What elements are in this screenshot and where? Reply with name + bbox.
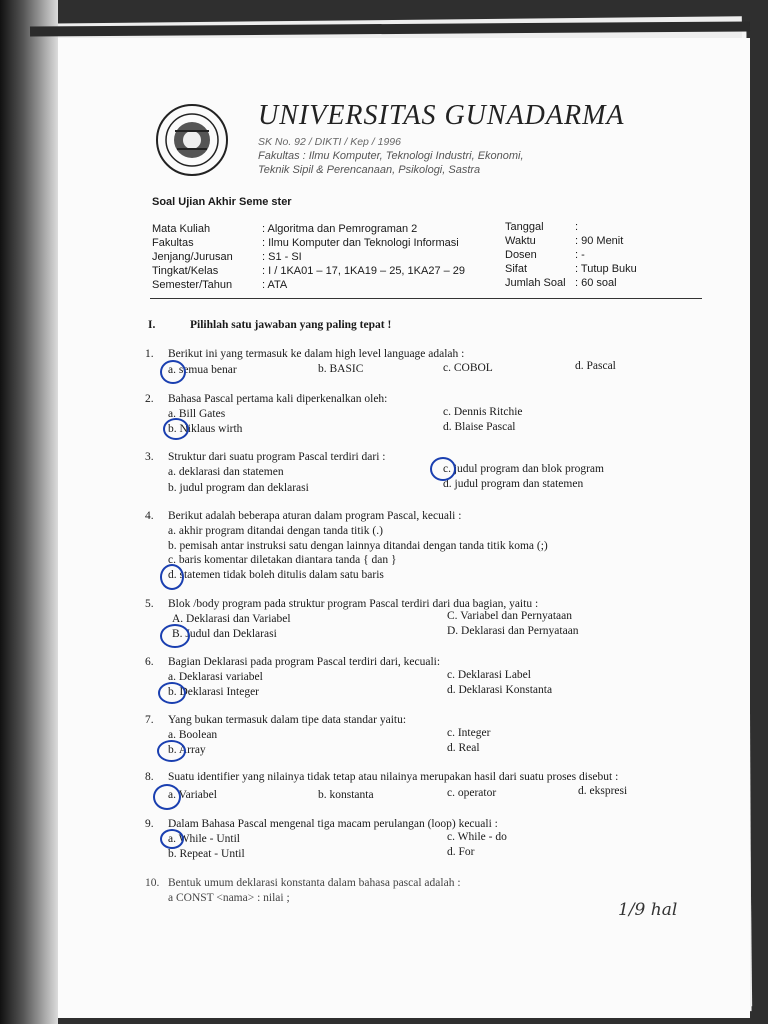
question-text: Bentuk umum deklarasi konstanta dalam bahasa pascal adalah : — [168, 877, 461, 889]
meta-label: Jenjang/Jurusan — [152, 251, 233, 263]
question-number: 8. — [145, 771, 154, 783]
answer-option: d. For — [447, 846, 475, 858]
meta-label: Tanggal — [505, 221, 544, 233]
question-number: 6. — [145, 656, 154, 668]
meta-label: Mata Kuliah — [152, 223, 211, 235]
meta-label: Waktu — [505, 235, 536, 247]
answer-option: c. baris komentar diletakan diantara tanda { dan } — [168, 554, 397, 566]
question-text: Bagian Deklarasi pada program Pascal terdiri dari, kecuali: — [168, 656, 441, 668]
meta-value: : - — [575, 249, 585, 261]
question-text: Blok /body program pada struktur program Pascal terdiri dari dua bagian, yaitu : — [168, 598, 539, 610]
meta-label: Tingkat/Kelas — [152, 265, 219, 277]
section-number: I. — [148, 319, 156, 331]
answer-option: a. semua benar — [168, 364, 237, 376]
answer-option: b. konstanta — [318, 789, 374, 801]
meta-label: Dosen — [505, 249, 537, 261]
answer-option: b. Deklarasi Integer — [168, 686, 260, 698]
answer-circle-mark — [430, 457, 456, 481]
university-name: UNIVERSITAS GUNADARMA — [258, 100, 625, 131]
exam-title: Soal Ujian Akhir Seme ster — [152, 196, 292, 208]
answer-option: b. Repeat - Until — [168, 848, 245, 860]
handwritten-page-note: 1/9 hal — [618, 900, 678, 920]
answer-option: a. Variabel — [168, 789, 217, 801]
question-text: Berikut ini yang termasuk ke dalam high level language adalah : — [168, 348, 465, 360]
decree-number: SK No. 92 / DIKTI / Kep / 1996 — [258, 136, 401, 148]
meta-label: Fakultas — [152, 237, 194, 249]
answer-option: c. Deklarasi Label — [447, 669, 531, 681]
answer-option: a. deklarasi dan statemen — [168, 466, 284, 478]
answer-option: d. statemen tidak boleh ditulis dalam satu baris — [168, 569, 384, 581]
question-text: Yang bukan termasuk dalam tipe data standar yaitu: — [168, 714, 407, 726]
meta-value: : 60 soal — [575, 277, 617, 289]
answer-option: d. Pascal — [575, 360, 616, 372]
question-number: 2. — [145, 393, 154, 405]
answer-option: A. Deklarasi dan Variabel — [172, 613, 291, 625]
faculty-line-2: Teknik Sipil & Perencanaan, Psikologi, Sastra — [258, 164, 481, 176]
answer-option: B. Judul dan Deklarasi — [172, 628, 277, 640]
meta-right-labels — [505, 220, 566, 290]
answer-option: c. judul program dan blok program — [443, 463, 604, 475]
exam-page — [58, 38, 750, 1018]
meta-label: Jumlah Soal — [505, 277, 566, 289]
answer-option: b. Niklaus wirth — [168, 423, 243, 435]
answer-option: c. While - do — [447, 831, 507, 843]
answer-circle-mark — [160, 829, 184, 849]
question-text: Suatu identifier yang nilainya tidak tetap atau nilainya merupakan hasil dari suatu proses disebut : — [168, 771, 619, 783]
meta-value: : ATA — [262, 279, 288, 291]
answer-circle-mark — [160, 564, 184, 590]
answer-option: a CONST <nama> : nilai ; — [168, 892, 290, 904]
answer-option: c. COBOL — [443, 362, 493, 374]
question-text: Bahasa Pascal pertama kali diperkenalkan oleh: — [168, 393, 388, 405]
answer-option: d. ekspresi — [578, 785, 628, 797]
answer-circle-mark — [163, 418, 189, 440]
question-number: 1. — [145, 348, 154, 360]
question-number: 10. — [145, 877, 160, 889]
answer-circle-mark — [158, 682, 186, 704]
meta-left-labels — [152, 222, 233, 292]
answer-option: b. judul program dan deklarasi — [168, 482, 309, 494]
answer-option: d. Blaise Pascal — [443, 421, 516, 433]
question-number: 7. — [145, 714, 154, 726]
answer-option: d. Real — [447, 742, 480, 754]
meta-left-values — [262, 222, 465, 292]
answer-option: b. Array — [168, 744, 206, 756]
answer-option: a. Boolean — [168, 729, 218, 741]
answer-option: C. Variabel dan Pernyataan — [447, 610, 572, 622]
meta-value: : Tutup Buku — [575, 263, 637, 275]
meta-label: Sifat — [505, 263, 528, 275]
question-text: Struktur dari suatu program Pascal terdiri dari : — [168, 451, 386, 463]
answer-option: a. Deklarasi variabel — [168, 671, 263, 683]
question-text: Dalam Bahasa Pascal mengenal tiga macam perulangan (loop) kecuali : — [168, 818, 498, 830]
meta-value: : 90 Menit — [575, 235, 624, 247]
answer-circle-mark — [160, 624, 190, 648]
answer-option: d. judul program dan statemen — [443, 478, 584, 490]
answer-option: a. While - Until — [168, 833, 240, 845]
scan-edge-shadow — [0, 0, 58, 1024]
answer-option: d. Deklarasi Konstanta — [447, 684, 553, 696]
university-logo — [155, 103, 229, 177]
faculty-line-1: Fakultas : Ilmu Komputer, Teknologi Industri, Ekonomi, — [258, 150, 524, 162]
question-number: 5. — [145, 598, 154, 610]
meta-value: : S1 - SI — [262, 251, 302, 263]
answer-option: c. Integer — [447, 727, 491, 739]
answer-option: D. Deklarasi dan Pernyataan — [447, 625, 579, 637]
question-text: Berikut adalah beberapa aturan dalam program Pascal, kecuali : — [168, 510, 462, 522]
meta-value: : Algoritma dan Pemrograman 2 — [262, 223, 418, 235]
meta-value: : Ilmu Komputer dan Teknologi Informasi — [262, 237, 459, 249]
header-divider — [150, 298, 702, 299]
section-instruction: Pilihlah satu jawaban yang paling tepat ! — [190, 319, 392, 331]
answer-circle-mark — [157, 740, 186, 762]
meta-value: : — [575, 221, 579, 233]
meta-right-values — [575, 220, 637, 290]
answer-option: a. Bill Gates — [168, 408, 226, 420]
question-number: 4. — [145, 510, 154, 522]
meta-value: : I / 1KA01 – 17, 1KA19 – 25, 1KA27 – 29 — [262, 265, 466, 277]
answer-option: c. operator — [447, 787, 497, 799]
answer-circle-mark — [153, 784, 181, 810]
question-number: 9. — [145, 818, 154, 830]
answer-option: a. akhir program ditandai dengan tanda titik (.) — [168, 525, 383, 537]
answer-circle-mark — [160, 360, 186, 384]
question-number: 3. — [145, 451, 154, 463]
meta-label: Semester/Tahun — [152, 279, 233, 291]
answer-option: b. pemisah antar instruksi satu dengan lainnya ditandai dengan tanda titik koma (;) — [168, 540, 548, 552]
answer-option: b. BASIC — [318, 363, 364, 375]
answer-option: c. Dennis Ritchie — [443, 406, 523, 418]
